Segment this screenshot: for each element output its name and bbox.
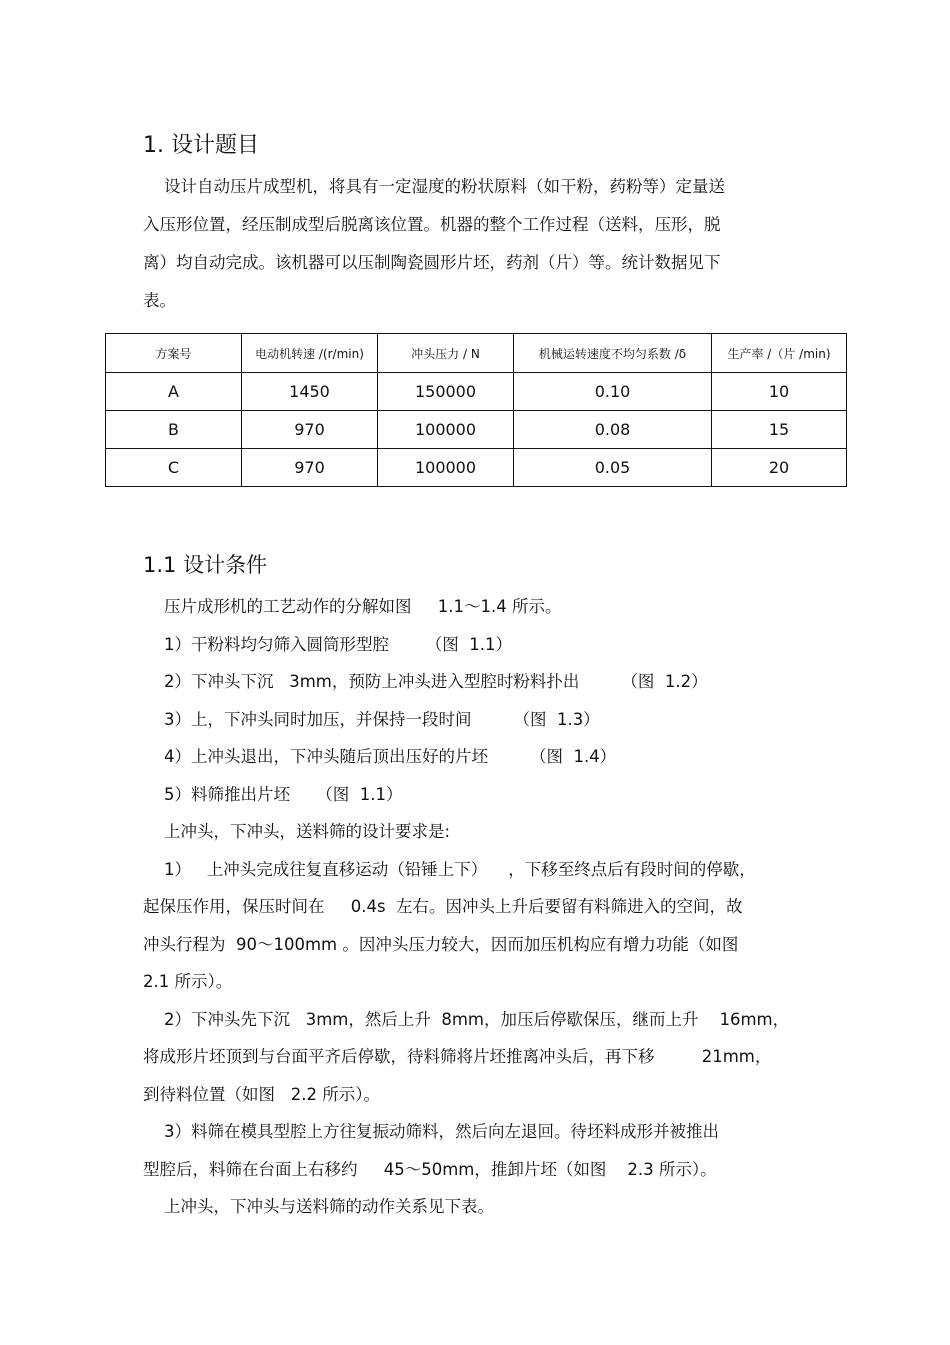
paragraph-line: 3）料筛在模具型腔上方往复振动筛料，然后向左退回。待坯料成形并被推出 [164,1122,719,1141]
table-cell: 970 [242,411,378,449]
paragraph-line: 表。 [143,291,176,310]
paragraph-line: 起保压作用，保压时间在 0.4s 左右。因冲头上升后要留有料筛进入的空间，故 [143,897,743,916]
table-row [106,373,847,411]
design-conditions-body [143,590,823,1228]
column-header: 电动机转速 /(r/min) [242,334,378,373]
paragraph-line: 到待料位置（如图 2.2 所示）。 [143,1084,380,1104]
table-cell: 20 [712,449,847,487]
paragraph-line: 上冲头，下冲头与送料筛的动作关系见下表。 [164,1197,494,1216]
paragraph-line: 离）均自动完成。该机器可以压制陶瓷圆形片坯，药剂（片）等。统计数据见下 [143,253,721,272]
table-cell: A [106,373,242,411]
table-cell: 150000 [378,373,514,411]
paragraph-line: 将成形片坯顶到与台面平齐后停歇，待料筛将片坯推离冲头后，再下移 21mm， [143,1047,772,1066]
paragraph-line: 入压形位置，经压制成型后脱离该位置。机器的整个工作过程（送料，压形，脱 [143,215,721,234]
list-item: 2）下冲头下沉 3mm，预防上冲头进入型腔时粉料扑出 （图 1.2） [164,672,708,691]
table-cell: 0.08 [514,411,712,449]
column-header: 机械运转速度不均匀系数 /δ [514,334,712,373]
table-cell: B [106,411,242,449]
paragraph-line: 压片成形机的工艺动作的分解如图 1.1～1.4 所示。 [164,597,562,616]
paragraph-line: 2.1 所示）。 [143,972,233,991]
table-cell: C [106,449,242,487]
table-cell: 100000 [378,411,514,449]
section-title: 1. 设计题目 [143,133,259,158]
list-item: 5）料筛推出片坯 （图 1.1） [164,784,403,804]
paragraph-line: 上冲头，下冲头，送料筛的设计要求是: [164,822,451,841]
subsection-title: 1.1 设计条件 [143,553,268,577]
table-cell: 970 [242,449,378,487]
paragraph-line: 冲头行程为 90～100mm 。因冲头压力较大，因而加压机构应有增力功能（如图 [143,934,739,954]
table-cell: 10 [712,373,847,411]
parameter-table [105,333,847,487]
table-cell: 1450 [242,373,378,411]
intro-paragraph [143,170,783,322]
list-item: 4）上冲头退出，下冲头随后顶出压好的片坯 （图 1.4） [164,747,617,766]
column-header: 方案号 [106,334,242,373]
paragraph-line: 型腔后，料筛在台面上右移约 45～50mm，推卸片坯（如图 2.3 所示）。 [143,1159,717,1179]
table-cell: 100000 [378,449,514,487]
table-row [106,411,847,449]
list-item: 3）上，下冲头同时加压，并保持一段时间 （图 1.3） [164,709,600,729]
column-header: 生产率 /（片 /min) [712,334,847,373]
table-cell: 0.05 [514,449,712,487]
table-cell: 15 [712,411,847,449]
paragraph-line: 2）下冲头先下沉 3mm，然后上升 8mm，加压后停歇保压，继而上升 16mm， [164,1009,790,1029]
table-cell: 0.10 [514,373,712,411]
paragraph-line: 1） 上冲头完成往复直移运动（铅锤上下） ，下移至终点后有段时间的停歇， [164,859,756,879]
table-row [106,449,847,487]
table-header-row [106,334,847,373]
paragraph-line: 设计自动压片成型机，将具有一定湿度的粉状原料（如干粉，药粉等）定量送 [164,177,725,196]
column-header: 冲头压力 / N [378,334,514,373]
list-item: 1）干粉料均匀筛入圆筒形型腔 （图 1.1） [164,634,512,654]
